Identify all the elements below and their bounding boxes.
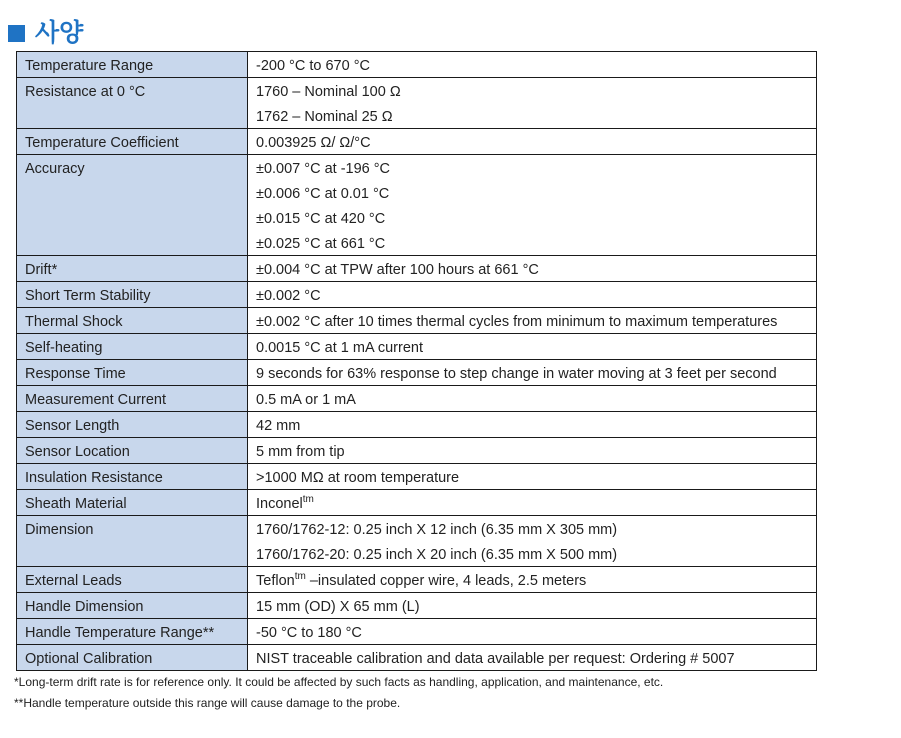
spec-value-cell bbox=[248, 645, 817, 671]
table-row bbox=[17, 412, 817, 438]
spec-label-cell bbox=[17, 412, 248, 438]
table-row bbox=[17, 567, 817, 593]
table-row bbox=[17, 308, 817, 334]
spec-label: Temperature Coefficient bbox=[25, 135, 179, 151]
spec-value bbox=[256, 490, 816, 515]
table-row bbox=[17, 78, 817, 129]
spec-value: 5 mm from tip bbox=[256, 444, 345, 460]
spec-label: External Leads bbox=[25, 573, 122, 589]
sheath-material-text: Inconel bbox=[256, 496, 303, 512]
spec-value: ±0.002 °C after 10 times thermal cycles from minimum to maximum temperatures bbox=[256, 314, 778, 330]
spec-value-cell bbox=[248, 490, 817, 516]
spec-value: NIST traceable calibration and data available per request: Ordering # 5007 bbox=[256, 651, 735, 667]
spec-value-cell bbox=[248, 282, 817, 308]
spec-label-cell bbox=[17, 334, 248, 360]
spec-value: -50 °C to 180 °C bbox=[256, 625, 362, 641]
spec-label: Handle Dimension bbox=[25, 599, 144, 615]
spec-value: 1760/1762-20: 0.25 inch X 20 inch (6.35 mm X 500 mm) bbox=[256, 547, 618, 563]
spec-value: ±0.004 °C at TPW after 100 hours at 661 °C bbox=[256, 262, 539, 278]
spec-value: 9 seconds for 63% response to step change in water moving at 3 feet per second bbox=[256, 366, 777, 382]
table-row bbox=[17, 256, 817, 282]
spec-value-cell bbox=[248, 129, 817, 155]
spec-label-cell bbox=[17, 256, 248, 282]
leads-material-text: Teflon bbox=[256, 573, 295, 589]
spec-label-cell bbox=[17, 129, 248, 155]
table-row bbox=[17, 155, 817, 256]
spec-value: ±0.006 °C at 0.01 °C bbox=[256, 186, 390, 202]
spec-label: Handle Temperature Range** bbox=[25, 625, 215, 641]
table-row bbox=[17, 386, 817, 412]
spec-label-cell bbox=[17, 360, 248, 386]
spec-value-cell bbox=[248, 567, 817, 593]
spec-value-cell bbox=[248, 516, 817, 567]
table-row bbox=[17, 360, 817, 386]
spec-value: ±0.015 °C at 420 °C bbox=[256, 211, 386, 227]
table-row bbox=[17, 593, 817, 619]
spec-value: ±0.002 °C bbox=[256, 288, 321, 304]
table-row bbox=[17, 438, 817, 464]
footnote-handle: **Handle temperature outside this range will cause damage to the probe. bbox=[14, 696, 401, 710]
spec-value: 0.003925 Ω/ Ω/°C bbox=[256, 135, 371, 151]
spec-label-cell bbox=[17, 593, 248, 619]
spec-value: -200 °C to 670 °C bbox=[256, 58, 370, 74]
trademark-superscript: tm bbox=[294, 571, 306, 582]
spec-value-cell bbox=[248, 334, 817, 360]
spec-value: 1762 – Nominal 25 Ω bbox=[256, 109, 393, 125]
spec-label: Measurement Current bbox=[25, 392, 167, 408]
spec-value-cell bbox=[248, 360, 817, 386]
spec-label-cell bbox=[17, 490, 248, 516]
spec-value: 0.5 mA or 1 mA bbox=[256, 392, 356, 408]
spec-label-cell bbox=[17, 464, 248, 490]
table-row bbox=[17, 619, 817, 645]
spec-label: Sensor Location bbox=[25, 444, 130, 460]
spec-label: Thermal Shock bbox=[25, 314, 123, 330]
table-row bbox=[17, 334, 817, 360]
spec-value-cell bbox=[248, 78, 817, 129]
table-row bbox=[17, 645, 817, 671]
spec-value-cell bbox=[248, 52, 817, 78]
spec-label: Self-heating bbox=[25, 340, 103, 356]
spec-label-cell bbox=[17, 155, 248, 256]
spec-value: 1760/1762-12: 0.25 inch X 12 inch (6.35 mm X 305 mm) bbox=[256, 522, 618, 538]
spec-value-cell bbox=[248, 256, 817, 282]
spec-label-cell bbox=[17, 438, 248, 464]
spec-value: 42 mm bbox=[256, 418, 301, 434]
spec-label: Insulation Resistance bbox=[25, 470, 163, 486]
spec-label: Sheath Material bbox=[25, 496, 127, 512]
spec-label: Optional Calibration bbox=[25, 651, 153, 667]
table-row bbox=[17, 52, 817, 78]
spec-value-cell bbox=[248, 593, 817, 619]
spec-label-cell bbox=[17, 386, 248, 412]
spec-label-cell bbox=[17, 78, 248, 129]
spec-value-cell bbox=[248, 308, 817, 334]
specification-table bbox=[16, 51, 817, 671]
spec-value-cell bbox=[248, 464, 817, 490]
spec-label: Response Time bbox=[25, 366, 126, 382]
spec-value-cell bbox=[248, 155, 817, 256]
spec-label-cell bbox=[17, 567, 248, 593]
spec-label: Resistance at 0 °C bbox=[25, 84, 146, 100]
spec-label: Drift* bbox=[25, 262, 58, 278]
spec-value bbox=[256, 567, 816, 592]
spec-value: ±0.007 °C at -196 °C bbox=[256, 161, 391, 177]
table-row bbox=[17, 464, 817, 490]
footnote-drift: *Long-term drift rate is for reference only. It could be affected by such facts as handling, application, and maintenance, etc. bbox=[14, 675, 664, 689]
section-title: 사양 bbox=[35, 18, 84, 47]
spec-value: 1760 – Nominal 100 Ω bbox=[256, 84, 401, 100]
table-row bbox=[17, 282, 817, 308]
spec-value-cell bbox=[248, 412, 817, 438]
spec-value: ±0.025 °C at 661 °C bbox=[256, 236, 386, 252]
spec-value-cell bbox=[248, 386, 817, 412]
spec-value: 0.0015 °C at 1 mA current bbox=[256, 340, 423, 356]
spec-label: Accuracy bbox=[25, 161, 85, 177]
spec-label-cell bbox=[17, 645, 248, 671]
trademark-superscript: tm bbox=[302, 494, 314, 505]
table-row bbox=[17, 490, 817, 516]
spec-label-cell bbox=[17, 619, 248, 645]
spec-value-cell bbox=[248, 619, 817, 645]
spec-value: >1000 MΩ at room temperature bbox=[256, 470, 460, 486]
spec-label-cell bbox=[17, 516, 248, 567]
spec-value-cell bbox=[248, 438, 817, 464]
spec-label-cell bbox=[17, 52, 248, 78]
table-row bbox=[17, 516, 817, 567]
table-row bbox=[17, 129, 817, 155]
square-bullet-icon bbox=[8, 25, 25, 42]
footnotes bbox=[14, 672, 663, 714]
spec-label: Dimension bbox=[25, 522, 94, 538]
section-heading bbox=[8, 17, 83, 49]
spec-label: Temperature Range bbox=[25, 58, 154, 74]
spec-label-cell bbox=[17, 308, 248, 334]
leads-description: –insulated copper wire, 4 leads, 2.5 meters bbox=[305, 573, 587, 589]
spec-label-cell bbox=[17, 282, 248, 308]
spec-label: Sensor Length bbox=[25, 418, 120, 434]
spec-value: 15 mm (OD) X 65 mm (L) bbox=[256, 599, 420, 615]
spec-label: Short Term Stability bbox=[25, 288, 151, 304]
